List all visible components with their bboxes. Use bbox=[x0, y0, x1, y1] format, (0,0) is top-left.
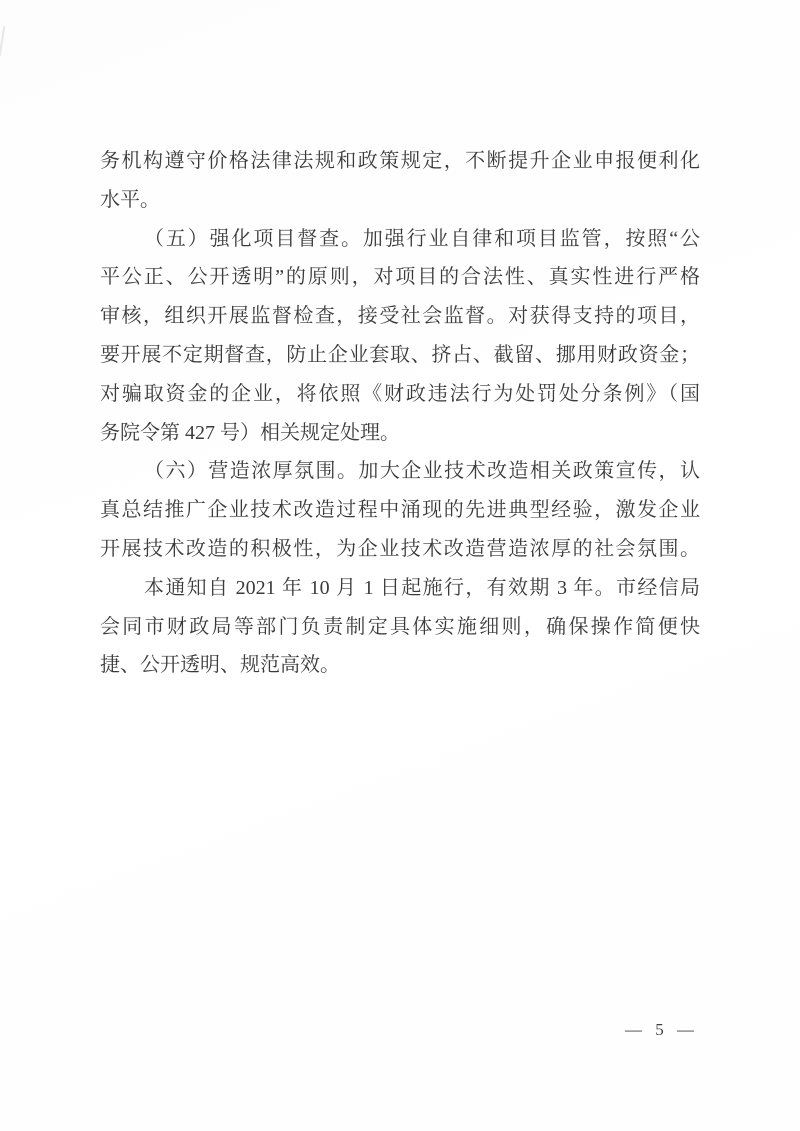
text-line: 本通知自 2021 年 10 月 1 日起施行，有效期 3 年。市经信局 bbox=[144, 576, 700, 599]
text-line: 水平。 bbox=[100, 188, 160, 211]
text-line: 捷、公开透明、规范高效。 bbox=[100, 654, 340, 677]
page-number: — 5 — bbox=[625, 1020, 695, 1039]
paragraph-item-6 bbox=[100, 452, 700, 568]
paragraph-item-5 bbox=[100, 220, 700, 453]
text-line: 对骗取资金的企业，将依照《财政违法行为处罚处分条例》（国 bbox=[100, 382, 700, 405]
text-line: 开展技术改造的积极性，为企业技术改造营造浓厚的社会氛围。 bbox=[100, 537, 700, 560]
scan-edge-artifact bbox=[0, 26, 5, 56]
text-line: 务院令第 427 号）相关规定处理。 bbox=[100, 421, 400, 444]
text-line: 审核，组织开展监督检查，接受社会监督。对获得支持的项目， bbox=[100, 305, 700, 328]
text-line: 务机构遵守价格法律法规和政策规定，不断提升企业申报便利化 bbox=[100, 150, 700, 172]
document-body bbox=[100, 142, 700, 685]
text-line: 真总结推广企业技术改造过程中涌现的先进典型经验，激发企业 bbox=[100, 499, 700, 522]
paragraph-closing bbox=[100, 569, 700, 685]
text-line: 平公正、公开透明”的原则，对项目的合法性、真实性进行严格 bbox=[100, 266, 700, 289]
text-line: （六）营造浓厚氛围。加大企业技术改造相关政策宣传，认 bbox=[144, 460, 700, 483]
text-line: 会同市财政局等部门负责制定具体实施细则，确保操作简便快 bbox=[100, 615, 700, 638]
text-line: 要开展不定期督查，防止企业套取、挤占、截留、挪用财政资金； bbox=[100, 343, 700, 366]
text-line: （五）强化项目督查。加强行业自律和项目监管，按照“公 bbox=[144, 227, 700, 250]
paragraph-continuation bbox=[100, 142, 700, 220]
